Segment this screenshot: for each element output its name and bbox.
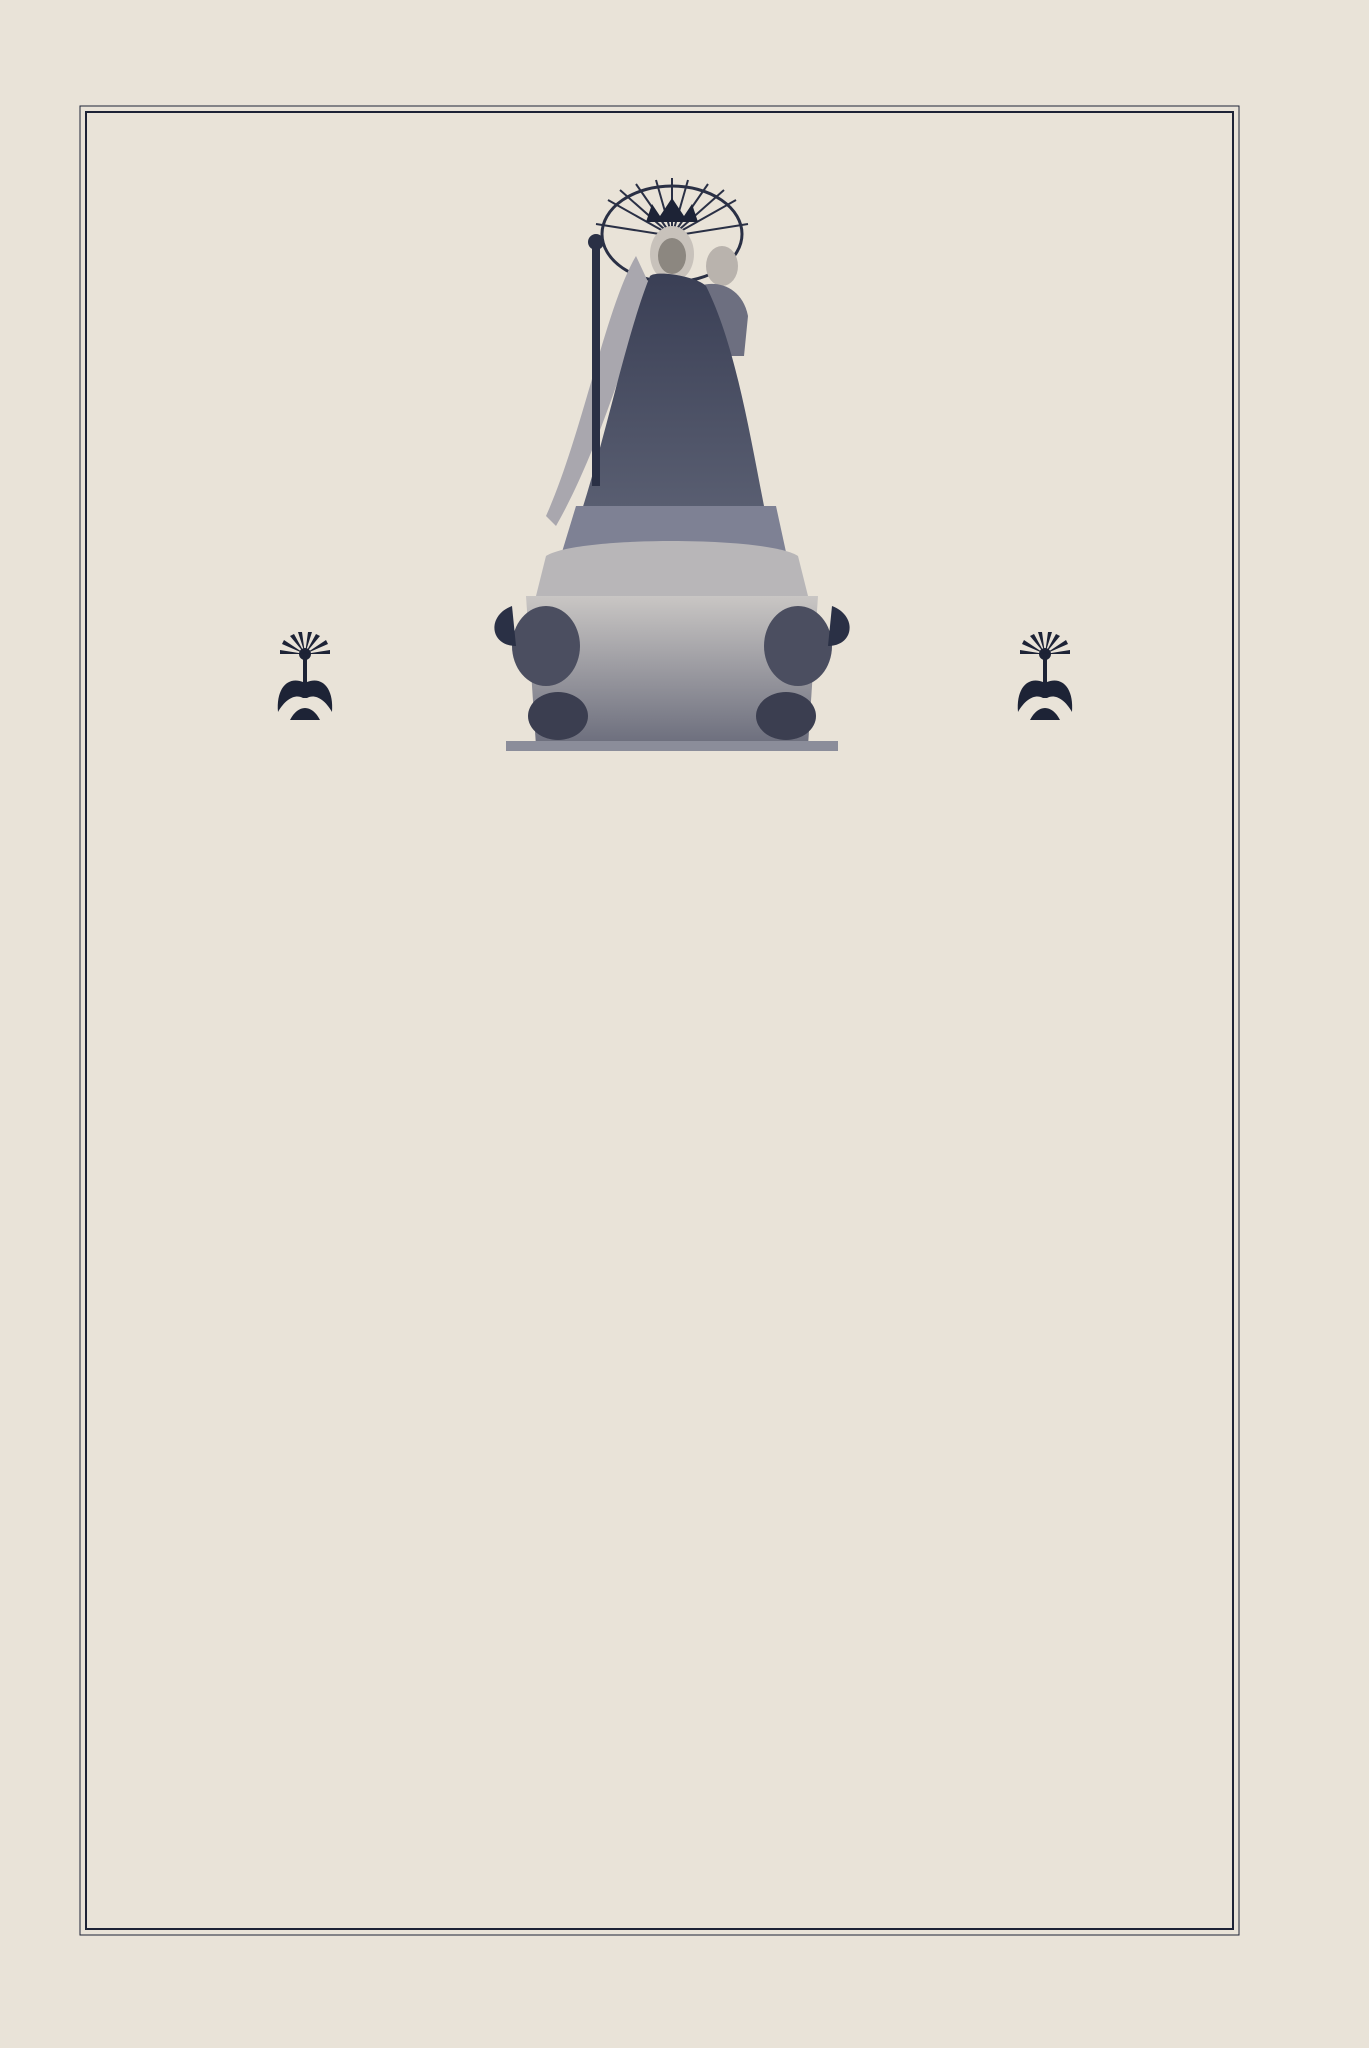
virgin-statue-image [486,176,858,766]
vine-divider-icon [640,820,720,1682]
tornada [794,1536,1224,1553]
versicle [242,1708,256,1731]
lotus-flower-ornament-icon [1010,632,1080,727]
response [716,1708,730,1731]
lotus-flower-ornament-icon [270,632,340,727]
